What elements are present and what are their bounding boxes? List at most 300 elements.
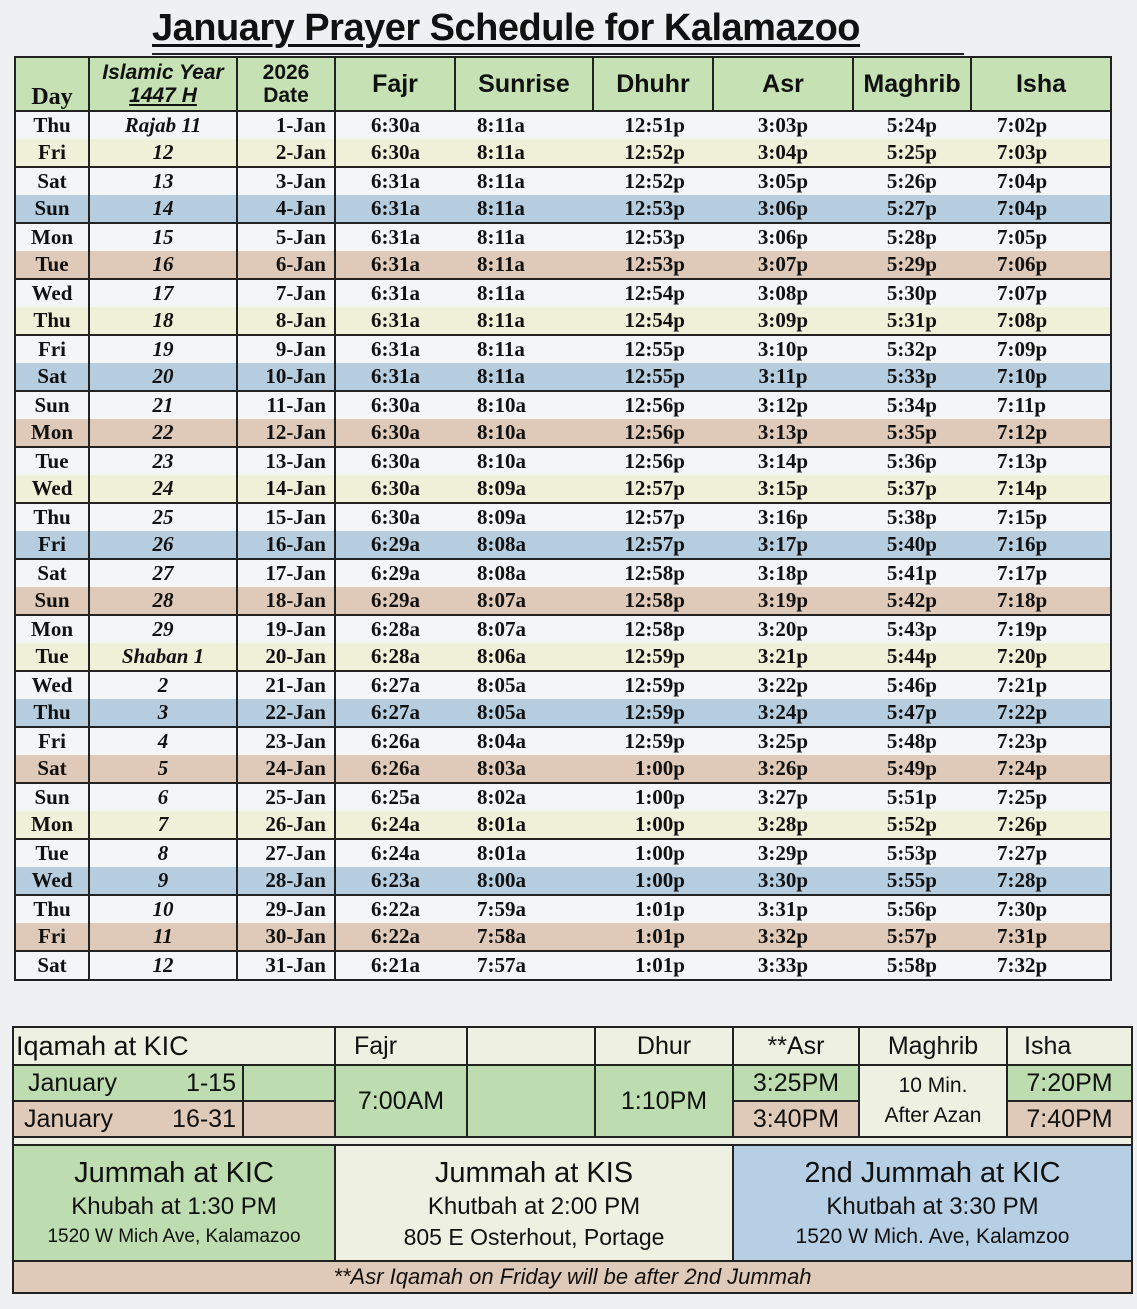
iqamah-header-maghrib bbox=[860, 1028, 1008, 1066]
cell-maghrib: 5:34p bbox=[853, 391, 971, 419]
cell-day: Fri bbox=[15, 139, 89, 167]
cell-fajr: 6:28a bbox=[335, 643, 455, 671]
table-row bbox=[15, 867, 1111, 895]
cell-islamic: 4 bbox=[89, 727, 237, 755]
cell-date: 14-Jan bbox=[237, 475, 335, 503]
cell-day: Thu bbox=[15, 699, 89, 727]
jummah-kic-khutbah: Khubah at 1:30 PM bbox=[71, 1193, 277, 1220]
cell-maghrib: 5:46p bbox=[853, 671, 971, 699]
cell-day: Thu bbox=[15, 307, 89, 335]
cell-date: 2-Jan bbox=[237, 139, 335, 167]
cell-fajr: 6:25a bbox=[335, 783, 455, 811]
cell-maghrib: 5:26p bbox=[853, 167, 971, 195]
cell-sunrise: 7:57a bbox=[455, 951, 593, 980]
cell-fajr: 6:27a bbox=[335, 671, 455, 699]
header-maghrib: Maghrib bbox=[853, 57, 971, 111]
iqamah-dhur-time-text: 1:10PM bbox=[620, 1086, 708, 1115]
table-row bbox=[15, 559, 1111, 587]
cell-date: 28-Jan bbox=[237, 867, 335, 895]
cell-asr: 3:22p bbox=[713, 671, 853, 699]
cell-asr: 3:04p bbox=[713, 139, 853, 167]
cell-islamic: 6 bbox=[89, 783, 237, 811]
cell-sunrise: 7:58a bbox=[455, 923, 593, 951]
header-day: Day bbox=[15, 57, 89, 111]
jummah-kic-2nd-khutbah: Khutbah at 3:30 PM bbox=[826, 1193, 1039, 1220]
cell-dhuhr: 12:56p bbox=[593, 419, 713, 447]
cell-islamic: Shaban 1 bbox=[89, 643, 237, 671]
period-2-blank bbox=[244, 1102, 336, 1138]
cell-isha: 7:16p bbox=[971, 531, 1111, 559]
title-underline bbox=[152, 53, 964, 55]
cell-maghrib: 5:41p bbox=[853, 559, 971, 587]
cell-fajr: 6:26a bbox=[335, 755, 455, 783]
cell-asr: 3:30p bbox=[713, 867, 853, 895]
cell-asr: 3:15p bbox=[713, 475, 853, 503]
jummah-kis-address: 805 E Osterhout, Portage bbox=[403, 1224, 665, 1250]
cell-dhuhr: 12:57p bbox=[593, 475, 713, 503]
period-1-range: 1-15 bbox=[185, 1068, 236, 1097]
cell-dhuhr: 12:57p bbox=[593, 531, 713, 559]
cell-dhuhr: 1:00p bbox=[593, 867, 713, 895]
cell-islamic: 9 bbox=[89, 867, 237, 895]
cell-isha: 7:20p bbox=[971, 643, 1111, 671]
iqamah-maghrib-time bbox=[860, 1066, 1008, 1138]
cell-dhuhr: 1:00p bbox=[593, 755, 713, 783]
cell-fajr: 6:23a bbox=[335, 867, 455, 895]
cell-fajr: 6:28a bbox=[335, 615, 455, 643]
period-1-label bbox=[14, 1066, 244, 1102]
cell-asr: 3:03p bbox=[713, 111, 853, 139]
cell-maghrib: 5:38p bbox=[853, 503, 971, 531]
cell-dhuhr: 12:55p bbox=[593, 335, 713, 363]
cell-dhuhr: 1:01p bbox=[593, 951, 713, 980]
cell-isha: 7:31p bbox=[971, 923, 1111, 951]
cell-fajr: 6:31a bbox=[335, 363, 455, 391]
iqamah-header-dhur bbox=[596, 1028, 734, 1066]
cell-day: Thu bbox=[15, 895, 89, 923]
table-row bbox=[15, 643, 1111, 671]
table-row bbox=[15, 727, 1111, 755]
cell-dhuhr: 1:00p bbox=[593, 839, 713, 867]
table-row bbox=[15, 503, 1111, 531]
cell-asr: 3:32p bbox=[713, 923, 853, 951]
iqamah-asr-time-2 bbox=[734, 1102, 860, 1138]
cell-asr: 3:08p bbox=[713, 279, 853, 307]
cell-islamic: 21 bbox=[89, 391, 237, 419]
cell-maghrib: 5:32p bbox=[853, 335, 971, 363]
cell-day: Tue bbox=[15, 839, 89, 867]
cell-day: Wed bbox=[15, 671, 89, 699]
cell-fajr: 6:31a bbox=[335, 279, 455, 307]
iqamah-isha-time-1-text: 7:20PM bbox=[1026, 1068, 1113, 1097]
cell-asr: 3:09p bbox=[713, 307, 853, 335]
cell-date: 4-Jan bbox=[237, 195, 335, 223]
cell-asr: 3:26p bbox=[713, 755, 853, 783]
cell-sunrise: 8:06a bbox=[455, 643, 593, 671]
cell-isha: 7:04p bbox=[971, 195, 1111, 223]
cell-fajr: 6:22a bbox=[335, 923, 455, 951]
cell-sunrise: 8:01a bbox=[455, 811, 593, 839]
cell-date: 7-Jan bbox=[237, 279, 335, 307]
period-1-blank bbox=[244, 1066, 336, 1102]
iqamah-header-isha bbox=[1008, 1028, 1131, 1066]
cell-date: 21-Jan bbox=[237, 671, 335, 699]
cell-islamic: 18 bbox=[89, 307, 237, 335]
cell-asr: 3:06p bbox=[713, 195, 853, 223]
cell-maghrib: 5:28p bbox=[853, 223, 971, 251]
header-fajr: Fajr bbox=[335, 57, 455, 111]
cell-maghrib: 5:30p bbox=[853, 279, 971, 307]
table-header-row bbox=[15, 57, 1111, 111]
cell-date: 29-Jan bbox=[237, 895, 335, 923]
table-row bbox=[15, 923, 1111, 951]
cell-islamic: 15 bbox=[89, 223, 237, 251]
cell-date: 22-Jan bbox=[237, 699, 335, 727]
cell-date: 11-Jan bbox=[237, 391, 335, 419]
cell-islamic: 22 bbox=[89, 419, 237, 447]
schedule-rows bbox=[15, 111, 1111, 980]
cell-dhuhr: 12:59p bbox=[593, 699, 713, 727]
cell-day: Mon bbox=[15, 811, 89, 839]
cell-day: Fri bbox=[15, 531, 89, 559]
iqamah-asr-time-1 bbox=[734, 1066, 860, 1102]
cell-isha: 7:21p bbox=[971, 671, 1111, 699]
jummah-kic-2nd bbox=[734, 1146, 1131, 1262]
cell-isha: 7:04p bbox=[971, 167, 1111, 195]
cell-sunrise: 8:11a bbox=[455, 335, 593, 363]
cell-asr: 3:07p bbox=[713, 251, 853, 279]
cell-sunrise: 8:08a bbox=[455, 531, 593, 559]
cell-fajr: 6:30a bbox=[335, 139, 455, 167]
iqamah-header-asr bbox=[734, 1028, 860, 1066]
cell-sunrise: 8:03a bbox=[455, 755, 593, 783]
cell-sunrise: 8:05a bbox=[455, 671, 593, 699]
cell-date: 23-Jan bbox=[237, 727, 335, 755]
cell-sunrise: 8:10a bbox=[455, 391, 593, 419]
cell-date: 31-Jan bbox=[237, 951, 335, 980]
cell-day: Wed bbox=[15, 279, 89, 307]
cell-isha: 7:10p bbox=[971, 363, 1111, 391]
footnote: **Asr Iqamah on Friday will be after 2nd Jummah bbox=[14, 1262, 1131, 1292]
cell-day: Sat bbox=[15, 167, 89, 195]
cell-date: 8-Jan bbox=[237, 307, 335, 335]
table-row bbox=[15, 951, 1111, 980]
jummah-kis-khutbah: Khutbah at 2:00 PM bbox=[427, 1193, 641, 1220]
cell-date: 27-Jan bbox=[237, 839, 335, 867]
cell-day: Tue bbox=[15, 447, 89, 475]
iqamah-maghrib-line2: After Azan bbox=[884, 1104, 982, 1127]
cell-asr: 3:06p bbox=[713, 223, 853, 251]
cell-isha: 7:09p bbox=[971, 335, 1111, 363]
cell-date: 18-Jan bbox=[237, 587, 335, 615]
cell-isha: 7:19p bbox=[971, 615, 1111, 643]
prayer-schedule-table bbox=[14, 56, 1112, 981]
cell-maghrib: 5:29p bbox=[853, 251, 971, 279]
cell-asr: 3:11p bbox=[713, 363, 853, 391]
cell-asr: 3:12p bbox=[713, 391, 853, 419]
cell-isha: 7:07p bbox=[971, 279, 1111, 307]
table-row bbox=[15, 111, 1111, 139]
cell-asr: 3:13p bbox=[713, 419, 853, 447]
cell-day: Sat bbox=[15, 559, 89, 587]
cell-maghrib: 5:56p bbox=[853, 895, 971, 923]
table-row bbox=[15, 223, 1111, 251]
cell-isha: 7:12p bbox=[971, 419, 1111, 447]
cell-islamic: 7 bbox=[89, 811, 237, 839]
cell-dhuhr: 12:59p bbox=[593, 643, 713, 671]
cell-sunrise: 8:08a bbox=[455, 559, 593, 587]
iqamah-title-text: Iqamah at KIC bbox=[16, 1030, 189, 1061]
cell-isha: 7:08p bbox=[971, 307, 1111, 335]
iqamah-isha-time-1 bbox=[1008, 1066, 1131, 1102]
cell-asr: 3:16p bbox=[713, 503, 853, 531]
table-row bbox=[15, 195, 1111, 223]
table-row bbox=[15, 279, 1111, 307]
cell-sunrise: 7:59a bbox=[455, 895, 593, 923]
cell-asr: 3:33p bbox=[713, 951, 853, 980]
cell-sunrise: 8:11a bbox=[455, 139, 593, 167]
table-row bbox=[15, 139, 1111, 167]
cell-isha: 7:22p bbox=[971, 699, 1111, 727]
iqamah-maghrib-line1: 10 Min. bbox=[898, 1074, 968, 1097]
cell-dhuhr: 12:52p bbox=[593, 167, 713, 195]
cell-day: Tue bbox=[15, 643, 89, 671]
cell-day: Mon bbox=[15, 615, 89, 643]
cell-day: Sat bbox=[15, 363, 89, 391]
cell-sunrise: 8:11a bbox=[455, 223, 593, 251]
cell-date: 25-Jan bbox=[237, 783, 335, 811]
cell-day: Sat bbox=[15, 755, 89, 783]
cell-dhuhr: 12:54p bbox=[593, 279, 713, 307]
iqamah-section bbox=[12, 1026, 1133, 1294]
cell-maghrib: 5:24p bbox=[853, 111, 971, 139]
cell-isha: 7:25p bbox=[971, 783, 1111, 811]
table-row bbox=[15, 251, 1111, 279]
cell-islamic: Rajab 11 bbox=[89, 111, 237, 139]
cell-maghrib: 5:44p bbox=[853, 643, 971, 671]
jummah-kic-2nd-address: 1520 W Mich. Ave, Kalamzoo bbox=[795, 1225, 1070, 1248]
cell-dhuhr: 12:55p bbox=[593, 363, 713, 391]
cell-isha: 7:14p bbox=[971, 475, 1111, 503]
iqamah-header-fajr bbox=[336, 1028, 468, 1066]
cell-fajr: 6:29a bbox=[335, 531, 455, 559]
cell-islamic: 12 bbox=[89, 951, 237, 980]
iqamah-header-blank bbox=[468, 1028, 596, 1066]
table-row bbox=[15, 447, 1111, 475]
cell-asr: 3:20p bbox=[713, 615, 853, 643]
cell-sunrise: 8:07a bbox=[455, 615, 593, 643]
iqamah-header-maghrib-text: Maghrib bbox=[887, 1031, 979, 1060]
cell-asr: 3:14p bbox=[713, 447, 853, 475]
cell-asr: 3:25p bbox=[713, 727, 853, 755]
cell-islamic: 24 bbox=[89, 475, 237, 503]
header-date-line2: Date bbox=[263, 84, 309, 107]
iqamah-header-dhur-text: Dhur bbox=[636, 1031, 692, 1060]
cell-islamic: 5 bbox=[89, 755, 237, 783]
cell-date: 26-Jan bbox=[237, 811, 335, 839]
cell-dhuhr: 12:56p bbox=[593, 391, 713, 419]
cell-fajr: 6:31a bbox=[335, 251, 455, 279]
cell-islamic: 23 bbox=[89, 447, 237, 475]
cell-dhuhr: 1:01p bbox=[593, 923, 713, 951]
cell-maghrib: 5:47p bbox=[853, 699, 971, 727]
cell-islamic: 28 bbox=[89, 587, 237, 615]
jummah-kis-title: Jummah at KIS bbox=[434, 1157, 634, 1189]
cell-isha: 7:17p bbox=[971, 559, 1111, 587]
cell-maghrib: 5:55p bbox=[853, 867, 971, 895]
cell-isha: 7:13p bbox=[971, 447, 1111, 475]
header-isha: Isha bbox=[971, 57, 1111, 111]
cell-fajr: 6:24a bbox=[335, 839, 455, 867]
cell-maghrib: 5:33p bbox=[853, 363, 971, 391]
cell-day: Sun bbox=[15, 587, 89, 615]
cell-date: 10-Jan bbox=[237, 363, 335, 391]
cell-asr: 3:10p bbox=[713, 335, 853, 363]
cell-fajr: 6:30a bbox=[335, 419, 455, 447]
cell-maghrib: 5:36p bbox=[853, 447, 971, 475]
cell-fajr: 6:31a bbox=[335, 223, 455, 251]
iqamah-spacer bbox=[14, 1138, 1131, 1146]
cell-sunrise: 8:02a bbox=[455, 783, 593, 811]
cell-sunrise: 8:09a bbox=[455, 503, 593, 531]
cell-isha: 7:23p bbox=[971, 727, 1111, 755]
cell-fajr: 6:31a bbox=[335, 335, 455, 363]
cell-asr: 3:17p bbox=[713, 531, 853, 559]
iqamah-title bbox=[14, 1028, 336, 1066]
table-row bbox=[15, 419, 1111, 447]
cell-fajr: 6:30a bbox=[335, 391, 455, 419]
cell-isha: 7:24p bbox=[971, 755, 1111, 783]
cell-date: 3-Jan bbox=[237, 167, 335, 195]
cell-fajr: 6:30a bbox=[335, 111, 455, 139]
cell-sunrise: 8:11a bbox=[455, 251, 593, 279]
cell-fajr: 6:26a bbox=[335, 727, 455, 755]
cell-islamic: 27 bbox=[89, 559, 237, 587]
cell-asr: 3:21p bbox=[713, 643, 853, 671]
cell-maghrib: 5:42p bbox=[853, 587, 971, 615]
cell-date: 20-Jan bbox=[237, 643, 335, 671]
cell-fajr: 6:31a bbox=[335, 167, 455, 195]
cell-isha: 7:18p bbox=[971, 587, 1111, 615]
cell-dhuhr: 12:58p bbox=[593, 559, 713, 587]
cell-asr: 3:24p bbox=[713, 699, 853, 727]
cell-maghrib: 5:25p bbox=[853, 139, 971, 167]
cell-sunrise: 8:11a bbox=[455, 167, 593, 195]
cell-isha: 7:06p bbox=[971, 251, 1111, 279]
cell-day: Fri bbox=[15, 923, 89, 951]
cell-sunrise: 8:04a bbox=[455, 727, 593, 755]
cell-dhuhr: 12:53p bbox=[593, 223, 713, 251]
cell-dhuhr: 12:51p bbox=[593, 111, 713, 139]
cell-day: Sat bbox=[15, 951, 89, 980]
iqamah-isha-time-2-text: 7:40PM bbox=[1026, 1104, 1113, 1133]
cell-sunrise: 8:05a bbox=[455, 699, 593, 727]
iqamah-blank-col bbox=[468, 1066, 596, 1138]
header-islamic-year bbox=[89, 57, 237, 111]
cell-day: Thu bbox=[15, 503, 89, 531]
jummah-kic bbox=[14, 1146, 336, 1262]
period-2-label bbox=[14, 1102, 244, 1138]
cell-date: 17-Jan bbox=[237, 559, 335, 587]
jummah-kis bbox=[336, 1146, 734, 1262]
cell-maghrib: 5:40p bbox=[853, 531, 971, 559]
cell-isha: 7:15p bbox=[971, 503, 1111, 531]
cell-date: 16-Jan bbox=[237, 531, 335, 559]
cell-islamic: 25 bbox=[89, 503, 237, 531]
jummah-kic-title: Jummah at KIC bbox=[74, 1157, 274, 1189]
cell-isha: 7:28p bbox=[971, 867, 1111, 895]
page-title: January Prayer Schedule for Kalamazoo bbox=[152, 7, 861, 49]
cell-date: 1-Jan bbox=[237, 111, 335, 139]
cell-day: Wed bbox=[15, 867, 89, 895]
table-row bbox=[15, 671, 1111, 699]
table-row bbox=[15, 475, 1111, 503]
cell-islamic: 14 bbox=[89, 195, 237, 223]
cell-fajr: 6:31a bbox=[335, 195, 455, 223]
cell-date: 30-Jan bbox=[237, 923, 335, 951]
cell-asr: 3:27p bbox=[713, 783, 853, 811]
cell-day: Sun bbox=[15, 783, 89, 811]
cell-sunrise: 8:11a bbox=[455, 195, 593, 223]
cell-sunrise: 8:11a bbox=[455, 279, 593, 307]
table-row bbox=[15, 783, 1111, 811]
cell-date: 5-Jan bbox=[237, 223, 335, 251]
table-row bbox=[15, 895, 1111, 923]
iqamah-asr-time-1-text: 3:25PM bbox=[752, 1068, 840, 1097]
cell-date: 19-Jan bbox=[237, 615, 335, 643]
cell-maghrib: 5:37p bbox=[853, 475, 971, 503]
cell-isha: 7:26p bbox=[971, 811, 1111, 839]
cell-asr: 3:29p bbox=[713, 839, 853, 867]
iqamah-header-fajr-text: Fajr bbox=[354, 1031, 398, 1060]
cell-asr: 3:31p bbox=[713, 895, 853, 923]
cell-isha: 7:30p bbox=[971, 895, 1111, 923]
cell-maghrib: 5:43p bbox=[853, 615, 971, 643]
cell-day: Wed bbox=[15, 475, 89, 503]
cell-islamic: 8 bbox=[89, 839, 237, 867]
cell-islamic: 13 bbox=[89, 167, 237, 195]
jummah-kic-2nd-title: 2nd Jummah at KIC bbox=[804, 1157, 1061, 1189]
cell-islamic: 2 bbox=[89, 671, 237, 699]
cell-fajr: 6:30a bbox=[335, 475, 455, 503]
header-date-line1: 2026 bbox=[262, 61, 310, 84]
cell-dhuhr: 12:54p bbox=[593, 307, 713, 335]
table-row bbox=[15, 391, 1111, 419]
cell-date: 6-Jan bbox=[237, 251, 335, 279]
period-2-month: January bbox=[24, 1104, 113, 1133]
cell-day: Mon bbox=[15, 223, 89, 251]
header-islamic-line1: Islamic Year bbox=[102, 61, 224, 84]
cell-dhuhr: 12:59p bbox=[593, 727, 713, 755]
cell-dhuhr: 12:58p bbox=[593, 615, 713, 643]
cell-sunrise: 8:01a bbox=[455, 839, 593, 867]
cell-sunrise: 8:09a bbox=[455, 475, 593, 503]
cell-islamic: 29 bbox=[89, 615, 237, 643]
cell-sunrise: 8:00a bbox=[455, 867, 593, 895]
cell-date: 13-Jan bbox=[237, 447, 335, 475]
cell-day: Mon bbox=[15, 419, 89, 447]
cell-day: Tue bbox=[15, 251, 89, 279]
cell-islamic: 12 bbox=[89, 139, 237, 167]
period-2-range: 16-31 bbox=[172, 1104, 236, 1133]
cell-asr: 3:19p bbox=[713, 587, 853, 615]
cell-maghrib: 5:31p bbox=[853, 307, 971, 335]
cell-islamic: 19 bbox=[89, 335, 237, 363]
cell-sunrise: 8:10a bbox=[455, 419, 593, 447]
cell-sunrise: 8:10a bbox=[455, 447, 593, 475]
cell-asr: 3:18p bbox=[713, 559, 853, 587]
cell-dhuhr: 12:59p bbox=[593, 671, 713, 699]
